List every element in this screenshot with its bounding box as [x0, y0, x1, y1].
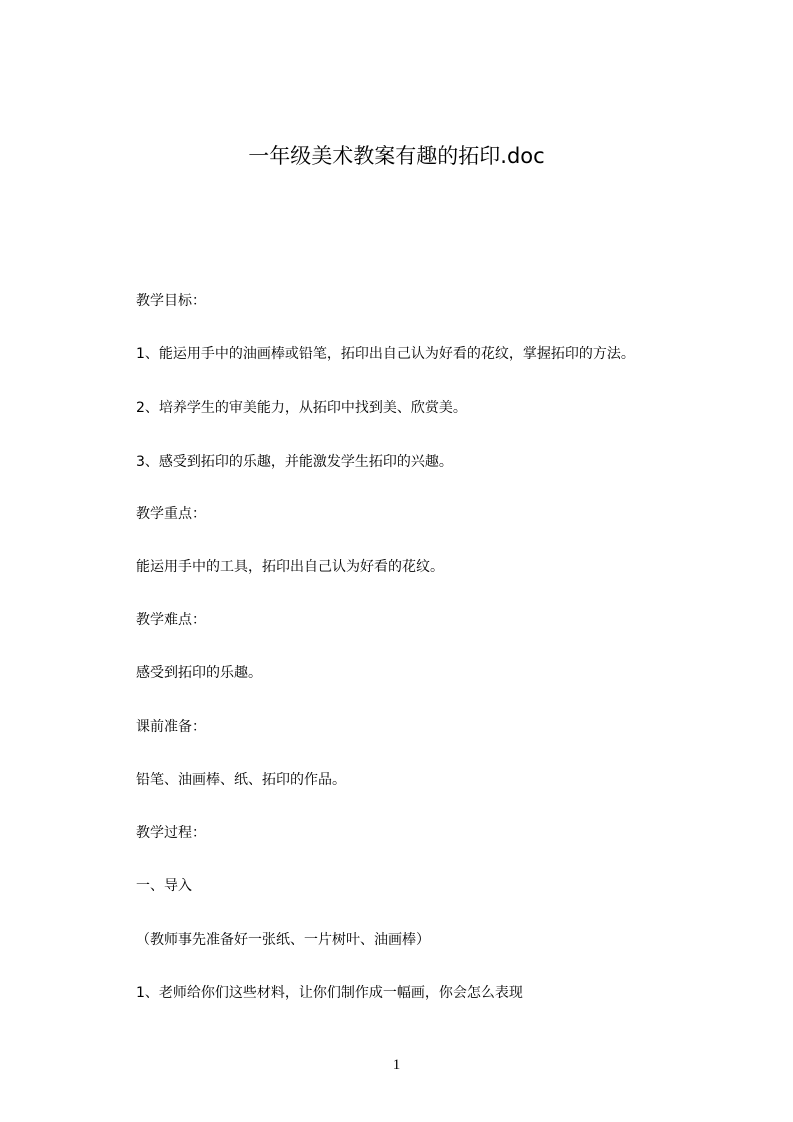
heading-teaching-difficulty: 教学难点： — [136, 612, 206, 628]
paragraph-objective-1: 1、能运用手中的油画棒或铅笔，拓印出自己认为好看的花纹，掌握拓印的方法。 — [136, 346, 635, 362]
paragraph-objective-3: 3、感受到拓印的乐趣，并能激发学生拓印的兴趣。 — [136, 454, 453, 470]
paragraph-step-1: 1、老师给你们这些材料，让你们制作成一幅画，你会怎么表现 — [136, 985, 523, 1001]
heading-preparation: 课前准备： — [136, 719, 206, 735]
heading-teaching-objectives: 教学目标： — [136, 293, 206, 309]
paragraph-preparation: 铅笔、油画棒、纸、拓印的作品。 — [136, 772, 346, 788]
heading-teaching-focus: 教学重点： — [136, 506, 206, 522]
page-number: 1 — [392, 1057, 401, 1073]
paragraph-teaching-difficulty: 感受到拓印的乐趣。 — [136, 665, 262, 681]
heading-teaching-process: 教学过程： — [136, 825, 206, 841]
paragraph-teaching-focus: 能运用手中的工具，拓印出自己认为好看的花纹。 — [136, 559, 444, 575]
paragraph-materials-note: （教师事先准备好一张纸、一片树叶、油画棒） — [136, 932, 430, 948]
paragraph-objective-2: 2、培养学生的审美能力，从拓印中找到美、欣赏美。 — [136, 400, 467, 416]
heading-introduction: 一、导入 — [136, 878, 192, 894]
document-title: 一年级美术教案有趣的拓印.doc — [248, 144, 545, 168]
